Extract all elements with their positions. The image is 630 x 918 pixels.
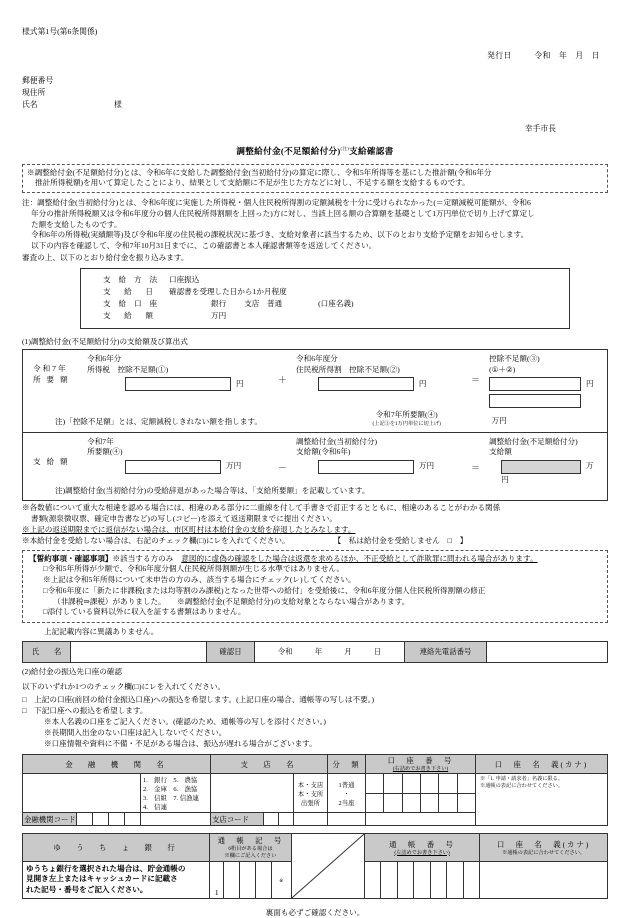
payment-account-row	[81, 298, 569, 310]
consent-name-input[interactable]	[71, 641, 207, 662]
payment-method-value: 口座振込	[169, 274, 200, 284]
input-initial-payment[interactable]	[318, 460, 414, 474]
calc-col1-line2: 所得税 控除不足額(①)	[87, 364, 169, 374]
jp-post-diagonal-cell	[291, 834, 364, 899]
calc-col3-line1: 控除不足額(③)	[489, 354, 540, 364]
issue-date-label: 発行日	[487, 51, 512, 60]
bank-type-options	[141, 774, 211, 813]
bank-code-digit-4[interactable]	[125, 813, 141, 826]
bank-type-option-4: 4. 信連	[143, 804, 167, 812]
bank-kind-2: 2当座	[338, 799, 355, 807]
bank-holder-note-1: ※「1. 申請・請求者」名義に限る。	[480, 776, 564, 783]
calc-col1-line1: 令和6年分	[87, 354, 122, 364]
jp-post-symbol-header	[210, 834, 292, 862]
page-title	[22, 145, 608, 157]
unit-yen-3: 円	[585, 378, 594, 388]
bullet-1-line2: 書類(源泉徴収票、確定申告書など)の写し(コピー)を添えて返送期限までに提出ください。	[31, 514, 337, 524]
calc-row2-lead-label: 支 給 額	[33, 456, 70, 466]
input-resident-tax-shortfall[interactable]	[318, 377, 414, 391]
address-row	[22, 87, 608, 99]
calc-row2-col3-line2: 支給額	[489, 447, 512, 457]
page-title-main: 調整給付金(不足額給付分)	[236, 145, 341, 156]
payment-summary-box	[80, 268, 570, 330]
jp-post-desc-line-1: ゆうちょ銀行を選択された場合は、貯金通帳の	[26, 863, 186, 873]
branch-type-3: 出張所	[300, 799, 321, 807]
jp-post-number-header-main: 通 帳 番 号	[389, 839, 455, 849]
calc-row2-col1-line1: 令和7年	[87, 436, 114, 446]
calc-row2-note: 注)調整給付金(当初給付分)の受給辞退があった場合等は、「支給所要額」を記載しています。	[55, 485, 370, 495]
bank-institution-input[interactable]	[23, 774, 141, 813]
jp-post-desc-line-2: 見開き左上またはキャッシュカードに記載さ	[26, 874, 178, 884]
note-line-5: 以下の内容を確認して、令和7年10月31日までに、この確認書と本人確認書類等を返送してください。	[31, 241, 377, 251]
bank-holder-note-2: ※通帳の表記に合わせてください。	[480, 782, 564, 789]
bank-type-option-2: 2. 金庫 6. 漁協	[143, 786, 198, 794]
pledge-item-2: ※上記は令和5年所得について未申告の方のみ、該当する場合にチェック(レ)してください。	[43, 575, 356, 585]
payment-method-label: 支 給 方 法	[103, 274, 161, 284]
pledge-title-row	[29, 554, 601, 565]
jp-post-number-digit-3[interactable]	[397, 861, 413, 898]
calc-col-resident-tax	[296, 354, 462, 391]
pledge-title: 【誓約事項・確認事項】	[29, 553, 113, 563]
account-digit-4[interactable]	[420, 774, 438, 794]
issue-date-line	[22, 50, 608, 61]
calc-row-1	[23, 350, 607, 432]
jp-post-symbol-prefix: 1	[210, 861, 224, 898]
issuer-mayor: 幸手市長	[524, 123, 556, 133]
calc-row2-col2-line2: 支給額(令和6年)	[296, 447, 351, 457]
calc-col-required	[87, 437, 269, 474]
consent-date-input[interactable]: 令和 年 月 日	[255, 641, 405, 662]
branch-code-digit-2[interactable]	[279, 813, 294, 826]
branch-type-1: 本・支店	[297, 781, 324, 789]
bullet-3: ※本給付金を受給しない場合は、右記のチェック欄(□)にレを入れてください。	[22, 535, 290, 545]
calc-row-2	[23, 432, 607, 500]
calc-col-total-shortfall	[489, 354, 601, 391]
consent-statement: 上記記載内容に異議ありません。	[44, 627, 159, 637]
account-digit-6[interactable]	[457, 774, 475, 794]
page-title-superscript: (注)	[340, 145, 350, 151]
note-line-1: 注：調整給付金(当初給付分)とは、令和6年度に実施した所得税・個人住民税所得割の定額減税を十分に受けられなかった(＝定額減税可能額が、令和6	[22, 198, 531, 208]
diagonal-line-icon	[292, 834, 364, 898]
decline-checkbox-phrase[interactable]: 【 私は給付金を受給しません □ 】	[333, 535, 468, 545]
unit-man-1: 万円	[491, 415, 507, 425]
bank-kind-dot: ・	[343, 790, 350, 798]
consent-table	[22, 641, 608, 663]
jp-post-number-digit-4[interactable]	[414, 861, 430, 898]
output-shortfall-payment	[501, 460, 581, 474]
bullets-block	[22, 503, 608, 546]
jp-post-holder-header	[480, 834, 608, 862]
account-digit-7[interactable]	[366, 793, 384, 813]
account-digit-5[interactable]	[439, 774, 457, 794]
calc-col-income-tax	[87, 354, 269, 391]
transfer-option-1[interactable]: □ 上記の口座(前回の給付金振込口座)への振込を希望します。(上記口座の場合、通帳等の写しは不要。)	[22, 694, 375, 704]
pledge-title-sub: ※該当する方のみ	[112, 553, 174, 563]
bank-branch-header: 支 店 名	[211, 755, 328, 774]
jp-post-holder-input[interactable]	[480, 861, 608, 898]
payment-amount-label: 支 給 額	[103, 311, 156, 321]
payment-method-row	[81, 274, 569, 286]
bank-holder-input[interactable]	[476, 774, 608, 826]
bank-account-table	[22, 754, 608, 826]
recipient-block	[22, 75, 608, 111]
note-line-6: 審査の上、以下のとおり給付金を振り込みます。	[22, 253, 189, 262]
name-label: 氏名	[22, 99, 38, 109]
calc-row2-col1-line2: 所要額(④)	[87, 447, 123, 457]
calc-row1-lead-line1: 令和7年	[33, 364, 68, 374]
jp-post-symbol-digit-1[interactable]	[224, 861, 240, 898]
calc-required-amount-sublabel: (上記③を1万円単位に切上げ)	[372, 421, 441, 428]
bullet-2: ※上記の返送期限までに返信がない場合は、市区町村は本給付金の支給を辞退したとみなします。	[22, 524, 356, 534]
bank-account-no-header-sub: (右詰めでお書き下さい)	[392, 766, 449, 773]
calculation-table	[22, 349, 608, 501]
jp-post-number-digit-6[interactable]	[447, 861, 463, 898]
input-required-amount[interactable]	[489, 394, 581, 408]
jp-post-number-digit-1[interactable]	[364, 861, 380, 898]
pledge-item-3[interactable]: □令和6年度に「新たに非課税(または均等割のみ課税)となった世帯への給付」を受給後に、令和6年度分個人住民税所得割額の修正	[43, 585, 486, 595]
bank-code-label: 金融機関コード	[24, 814, 76, 824]
consent-name-label: 氏 名	[23, 641, 71, 662]
payment-amount-row	[81, 310, 569, 322]
jp-post-symbol-digit-2[interactable]	[240, 861, 256, 898]
calc-col2-line2: 住民税所得割 控除不足額(②)	[296, 364, 400, 374]
jp-post-holder-header-sub: ※通帳の表記に合わせてください。	[502, 849, 586, 856]
consent-date-label: 確認日	[207, 641, 255, 662]
bank-kind-options	[328, 774, 366, 813]
calc-col2-line1: 令和6年度分	[296, 354, 338, 364]
star-icon: ※	[279, 877, 284, 884]
note-line-3: た額を支給したものです。	[31, 219, 122, 229]
bank-holder-header: 口 座 名 義(カナ)	[476, 755, 608, 774]
jp-post-symbol-digit-3[interactable]	[255, 861, 271, 898]
bank-table-body-row	[23, 774, 608, 794]
address-label: 現住所	[22, 87, 46, 97]
pledge-title-underline: 意図的に虚偽の確認をした場合は返還を求めるほか、不正受給として詐欺罪に問われる場合があります。	[181, 553, 538, 563]
table-row	[23, 641, 608, 662]
payment-date-row	[81, 286, 569, 298]
pledge-item-4: （非課税⇒課税）がありました。 ※調整給付金(不足額給付分)の支給対象とならない場合があります。	[53, 596, 410, 606]
input-required-amount-2[interactable]	[125, 460, 221, 474]
jp-post-number-digit-2[interactable]	[381, 861, 397, 898]
unit-yen-2: 円	[418, 378, 427, 388]
account-digit-10[interactable]	[420, 793, 438, 813]
branch-code-spacer	[328, 813, 366, 826]
postal-row	[22, 75, 608, 87]
payment-account-branch: 支店 普通	[244, 299, 283, 309]
jp-post-number-header-sub: (左詰めでお書き下さい)	[394, 849, 450, 856]
account-digit-1[interactable]	[366, 774, 384, 794]
branch-code-label: 支店コード	[211, 813, 264, 826]
consent-tel-input[interactable]	[487, 641, 608, 662]
jp-post-holder-header-main: 口 座 名 義(カナ)	[496, 839, 591, 849]
jp-post-symbol-header-main: 通 帳 記 号	[217, 836, 284, 846]
jp-post-description	[23, 861, 210, 898]
calc-row2-lead	[33, 437, 87, 467]
bank-code-digit-3[interactable]	[109, 813, 125, 826]
branch-code-digit-1[interactable]	[264, 813, 279, 826]
calc-row1-lead-line2: 所 要 額	[33, 375, 70, 385]
calc-col3-line2: (①＋②)	[489, 364, 516, 374]
section1-title: (1)調整給付金(不足額給付分)の支給額及び算出式	[22, 337, 188, 347]
operator-equals-1: ＝	[471, 375, 481, 386]
bank-code-spacer	[141, 813, 211, 826]
pledge-item-1[interactable]: □令和5年所得が少額で、令和6年度分個人住民税所得割額が生じる水準ではありません。	[43, 564, 345, 574]
input-income-tax-shortfall[interactable]	[125, 377, 231, 391]
calc-required-amount-label: 令和7年所要額(④)	[375, 410, 438, 420]
jp-post-symbol-header-sub2: ※欄にご記入ください	[224, 852, 277, 859]
account-digit-12[interactable]	[457, 793, 475, 813]
notes-block	[22, 198, 608, 264]
jp-post-desc-line-3: れた記号・番号をご記入ください。	[26, 885, 148, 895]
bank-account-no-header	[366, 755, 476, 774]
unit-man-4: 万円	[501, 461, 594, 484]
account-code-spacer	[366, 813, 476, 826]
unit-yen-1: 円	[236, 378, 244, 388]
operator-equals-2: ＝	[471, 463, 481, 474]
calc-row2-col2-line1: 調整給付金(当初給付分)	[296, 436, 378, 446]
transfer-sub-1: ※本人名義の口座をご記入ください。(確認のため、通帳等の写しを添付ください。)	[44, 717, 326, 727]
transfer-sub-2: ※長期間入出金のない口座は記入しないでください。	[44, 727, 227, 737]
account-digit-9[interactable]	[402, 793, 420, 813]
bank-branch-input[interactable]	[211, 774, 294, 813]
input-total-shortfall[interactable]	[489, 377, 581, 391]
branch-code-digit-3[interactable]	[294, 813, 328, 826]
bank-code-digit-2[interactable]	[93, 813, 109, 826]
account-digit-11[interactable]	[439, 793, 457, 813]
bank-kind-1: 1普通	[338, 781, 355, 789]
section2-instruction: 以下のいずれか1つのチェック欄(□)にレを入れてください。	[22, 681, 226, 691]
jp-post-number-header	[364, 834, 479, 862]
unit-man-2: 万円	[226, 461, 242, 471]
bank-code-digit-1[interactable]	[77, 813, 93, 826]
pledge-box	[22, 550, 608, 624]
section2-title: (2)給付金の振込先口座の確認	[22, 666, 122, 676]
transfer-sub-3: ※口座情報や資料に不備・不足がある場合は、振込が遅れる場合がございます。	[44, 738, 317, 748]
issue-date-value: 令和 年 月 日	[534, 51, 600, 60]
bank-type-option-1: 1. 銀行 5. 農協	[143, 777, 198, 785]
notice-box	[22, 164, 608, 194]
calc-col-initial-payment	[296, 437, 462, 474]
bank-account-no-header-main: 口 座 番 号	[387, 756, 454, 766]
operator-minus-1: －	[278, 463, 288, 474]
jp-post-number-digit-5[interactable]	[430, 861, 446, 898]
form-number: 様式第1号(第6条関係)	[22, 27, 98, 36]
bank-institution-header: 金 融 機 関 名	[23, 755, 211, 774]
account-digit-8[interactable]	[384, 793, 402, 813]
name-suffix: 様	[114, 99, 122, 109]
japan-post-bank-table	[22, 833, 608, 899]
bank-type-option-3: 3. 信組 7. 信漁連	[143, 795, 199, 803]
calc-row2-col3-line1: 調整給付金(不足額給付分)	[489, 436, 578, 446]
jp-post-number-digit-7[interactable]	[463, 861, 479, 898]
pledge-item-5[interactable]: □添付している資料以外に収入を証する書類はありません。	[43, 607, 246, 617]
unit-man-3: 万円	[418, 461, 435, 471]
bullet-1-line1: ※各数値について重大な相違を認める場合には、相違のある部分に二重線を付して手書きで訂正するとともに、相違のあることがわかる関係	[22, 503, 501, 513]
bank-table-header-row	[23, 755, 608, 774]
name-row	[22, 99, 608, 111]
jp-post-title: ゆ う ち ょ 銀 行	[23, 834, 210, 862]
footer-note: 裏面も必ずご確認ください。	[265, 908, 365, 918]
bank-type-header: 分 類	[328, 755, 366, 774]
calc-col-shortfall-payment	[489, 437, 601, 485]
note-line-2: 年分の推計所得税額又は令和6年度分の個人住民税所得割額を上回った)方に対し、当該上回る額の合算額を基礎として1万円単位で切り上げて算定し	[31, 208, 535, 218]
payment-date-value: 確認書を受理した日から1か月程度	[169, 286, 287, 296]
calc-row1-note: 注)「控除不足額」とは、定額減税しきれない額を指します。	[55, 417, 262, 427]
notice-line-2: 推計所得税額)を用いて算定したことにより、結果として支給額に不足が生じた方などに対し、不足する額を支給するものです。	[35, 178, 470, 188]
notice-line-1: ※調整給付金(不足額給付分)とは、令和6年に支給した調整給付金(当初給付分)の算定に際し、令和5年所得等を基にした推計額(令和6年分	[27, 167, 492, 177]
payment-account-label: 支 給 口 座	[103, 299, 161, 309]
bank-branch-type-options	[294, 774, 328, 813]
postal-label: 郵便番号	[22, 76, 54, 85]
page-title-tail: 支給確認書	[349, 145, 394, 156]
calc-row1-lead	[33, 354, 87, 385]
note-line-4: 令和6年の所得税(実績額等)及び令和6年度の住民税の課税状況に基づき、支給対象者に該当するため、以下のとおり支給予定額をお知らせします。	[31, 230, 529, 240]
transfer-option-2[interactable]: □ 下記口座への振込を希望します。	[22, 706, 148, 716]
jp-post-header-row	[23, 834, 608, 862]
consent-tel-label: 連絡先電話番号	[405, 641, 487, 662]
payment-amount-unit: 万円	[211, 311, 227, 321]
operator-plus: ＋	[278, 375, 288, 386]
jp-post-symbol-header-sub1: 6桁目がある場合は	[228, 846, 273, 853]
jp-post-symbol-extra[interactable]	[271, 861, 291, 898]
account-digit-2[interactable]	[384, 774, 402, 794]
payment-account-bank: 銀行	[211, 299, 227, 309]
branch-type-2: 本・支所	[297, 790, 324, 798]
payment-account-holder: (口座名義)	[318, 299, 354, 309]
payment-date-label: 支 給 日	[103, 286, 156, 296]
account-digit-3[interactable]	[402, 774, 420, 794]
